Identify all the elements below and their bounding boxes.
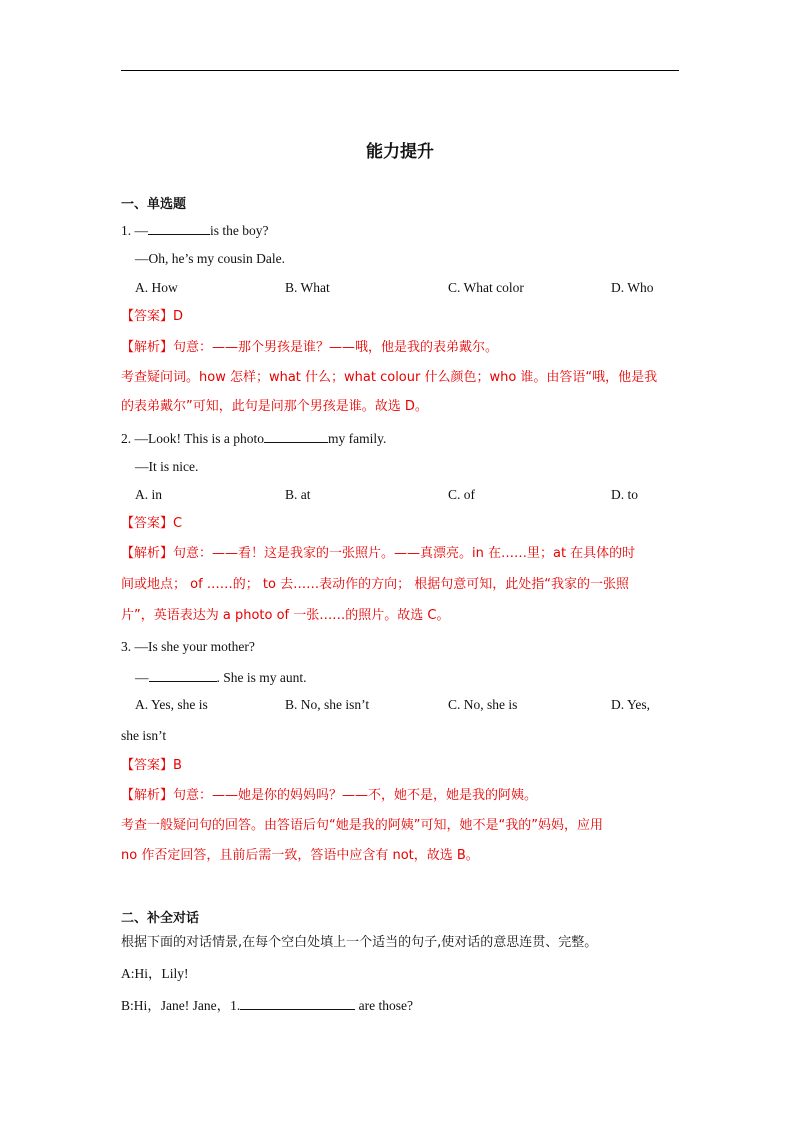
question-3-stem: 3. —Is she your mother? [121, 639, 255, 654]
question-3-analysis-line-2: 考查一般疑问句的回答。由答语后句“她是我的阿姨”可知，她不是“我的”妈妈，应用 [121, 818, 603, 833]
question-2-analysis-line-2: 间或地点； of ……的； to 去……表动作的方向； 根据句意可知，此处指“我家的一张照 [121, 577, 629, 592]
option-a[interactable]: A. in [135, 487, 162, 502]
question-3-analysis-line-3: no 作否定回答，且前后需一致，答语中应含有 not，故选 B。 [121, 848, 479, 863]
option-d[interactable]: D. to [611, 487, 638, 502]
question-3-analysis-line-1: 【解析】句意：——她是你的妈妈吗？——不，她不是，她是我的阿姨。 [121, 788, 538, 803]
option-d[interactable]: D. Yes, [611, 697, 651, 712]
question-3-answer: 【答案】B [121, 758, 182, 773]
answer-blank [264, 430, 328, 443]
question-1-analysis-line-2: 考查疑问词。how 怎样；what 什么；what colour 什么颜色；who 谁。由答语“哦，他是我 [121, 370, 658, 385]
option-b[interactable]: B. No, she isn’t [285, 697, 370, 712]
option-b[interactable]: B. at [285, 487, 311, 502]
question-2-analysis-line-3: 片”，英语表达为 a photo of 一张……的照片。故选 C。 [121, 608, 450, 623]
question-1-answer: 【答案】D [121, 309, 184, 324]
question-1-stem: 1. — is the boy? [121, 223, 269, 238]
question-2-stem: 2. —Look! This is a photo my family. [121, 431, 387, 446]
question-3-reply: — . She is my aunt. [135, 670, 307, 685]
question-2-reply: —It is nice. [135, 459, 199, 474]
answer-blank[interactable] [240, 997, 355, 1010]
question-1-analysis-line-3: 的表弟戴尔”可知，此句是问那个男孩是谁。故选 D。 [121, 399, 428, 414]
question-1-analysis-line-1: 【解析】句意：——那个男孩是谁？——哦，他是我的表弟戴尔。 [121, 340, 499, 355]
question-2-answer: 【答案】C [121, 516, 183, 531]
option-b[interactable]: B. What [285, 280, 330, 295]
option-c[interactable]: C. of [448, 487, 475, 502]
question-3-option-d-continued: she isn’t [121, 728, 167, 743]
question-1-reply: —Oh, he’s my cousin Dale. [135, 251, 285, 266]
option-a[interactable]: A. Yes, she is [135, 697, 208, 712]
page-title: 能力提升 [366, 142, 434, 162]
option-c[interactable]: C. What color [448, 280, 524, 295]
dialog-instructions: 根据下面的对话情景,在每个空白处填上一个适当的句子,使对话的意思连贯、完整。 [121, 935, 598, 950]
dialog-line-a: A:Hi，Lily! [121, 966, 189, 981]
answer-blank [149, 669, 217, 682]
header-rule [121, 70, 679, 71]
question-2-analysis-line-1: 【解析】句意：——看！这是我家的一张照片。——真漂亮。in 在……里；at 在具体的时 [121, 546, 636, 561]
section-heading-single-choice: 一、单选题 [121, 197, 187, 212]
section-heading-dialog: 二、补全对话 [121, 911, 200, 926]
option-c[interactable]: C. No, she is [448, 697, 518, 712]
answer-blank [148, 222, 210, 235]
dialog-line-b: B:Hi，Jane! Jane，1. are those? [121, 998, 413, 1013]
option-a[interactable]: A. How [135, 280, 178, 295]
option-d[interactable]: D. Who [611, 280, 654, 295]
